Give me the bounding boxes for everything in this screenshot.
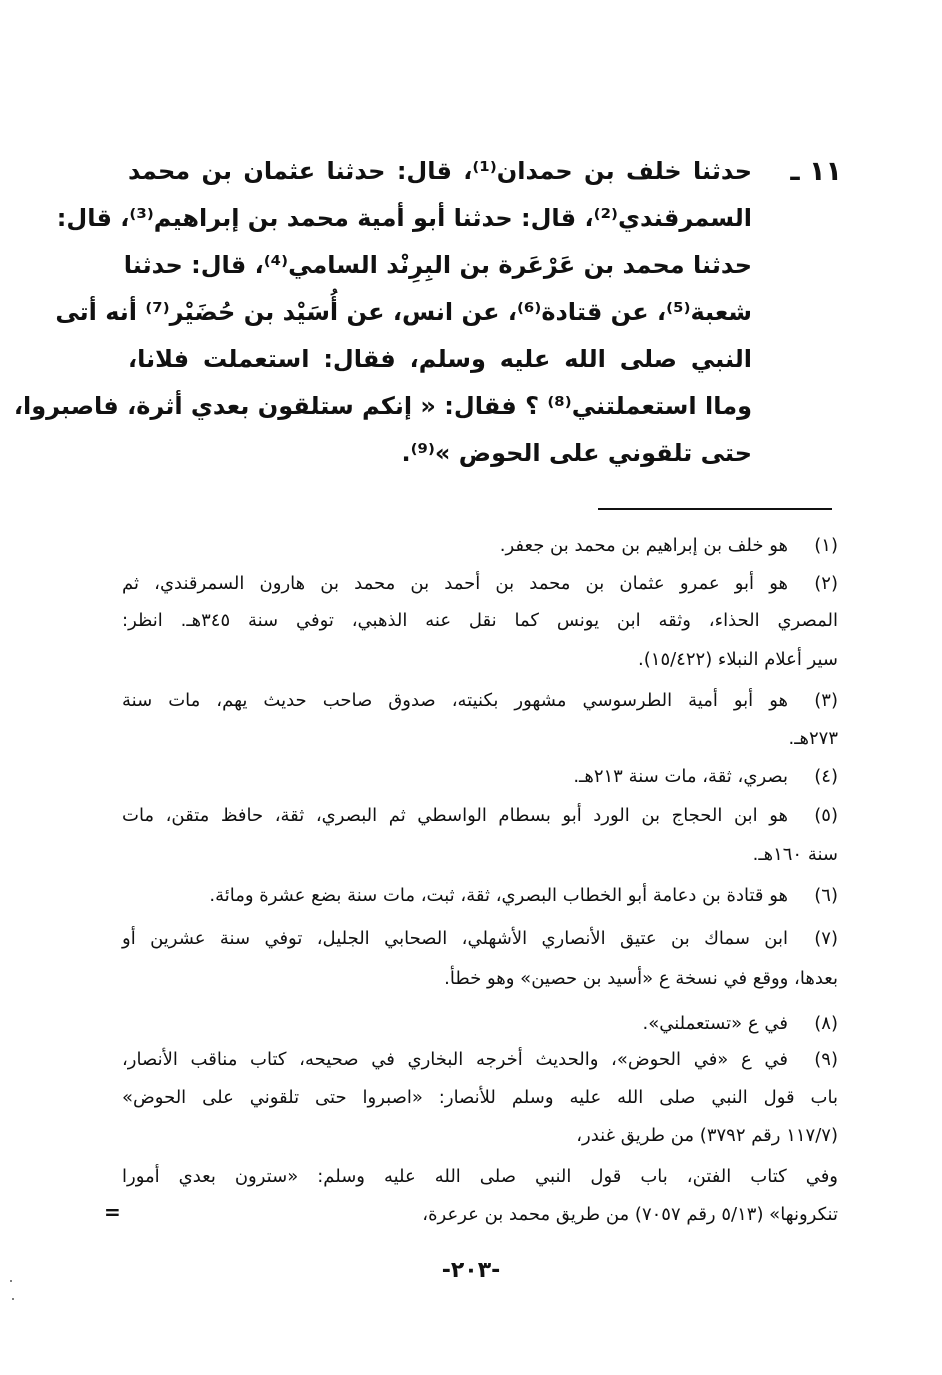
hadith-line: حدثنا محمد بن عَرْعَرة بن البِرِنْد السامي⁽⁴⁾، قال: حدثنا (123, 251, 752, 279)
hadith-line: حدثنا خلف بن حمدان⁽¹⁾، قال: حدثنا عثمان بن محمد (128, 157, 752, 185)
hadith-line: شعبة⁽⁵⁾، عن قتادة⁽⁶⁾، عن انس، عن أُسَيْد بن حُضَيْر⁽⁷⁾ أنه أتى (55, 298, 752, 326)
footnote-text: بصري، ثقة، مات سنة ٢١٣هـ. (573, 766, 788, 787)
footnote-2-line-2: المصري الحذاء، وثقه ابن يونس كما نقل عنه الذهبي، توفي سنة ٣٤٥هـ. انظر: (122, 610, 838, 631)
hadith-line: حتى تلقوني على الحوض »⁽⁹⁾. (401, 439, 752, 467)
footnote-text: هو أبو عمرو عثمان بن محمد بن أحمد بن محمد بن هارون السمرقندي، ثم (122, 573, 788, 594)
footnote-number: (١) (814, 535, 838, 556)
footnote-text: هو قتادة بن دعامة أبو الخطاب البصري، ثقة، ثبت، مات سنة بضع عشرة ومائة. (209, 885, 788, 906)
page-number: -٢٠٣- (441, 1258, 501, 1283)
footnote-2-line-3: سير أعلام النبلاء (١٥/٤٢٢). (638, 649, 838, 670)
footnote-7 (122, 923, 838, 955)
footnote-4 (122, 761, 838, 793)
footnote-6 (122, 880, 838, 912)
footnote-1 (122, 530, 838, 562)
footnote-9-line-2: باب قول النبي صلى الله عليه وسلم للأنصار: «اصبروا حتى تلقوني على الحوض» (122, 1087, 838, 1108)
scan-speck (10, 1280, 12, 1282)
hadith-line: السمرقندي⁽²⁾، قال: حدثنا أبو أمية محمد بن إبراهيم⁽³⁾، قال: (56, 204, 752, 232)
footnote-number: (٩) (814, 1049, 838, 1070)
footnote-separator (598, 508, 832, 510)
footnote-9-line-5: تنكرونها» (٥/١٣ رقم ٧٠٥٧) من طريق محمد بن عرعرة، (422, 1204, 838, 1225)
scan-speck (12, 1298, 14, 1300)
footnote-number: (٢) (814, 573, 838, 594)
footnote-number: (٤) (814, 766, 838, 787)
footnote-5-line-2: سنة ١٦٠هـ. (752, 844, 838, 865)
footnote-8 (122, 1008, 838, 1040)
footnote-number: (٣) (814, 690, 838, 711)
footnote-3-line-2: ٢٧٣هـ. (788, 728, 838, 749)
hadith-number: ١١ ـ (790, 156, 842, 187)
continuation-mark: = (104, 1200, 121, 1224)
footnote-text: في ع «في الحوض»، والحديث أخرجه البخاري في صحيحه، كتاب مناقب الأنصار، (122, 1049, 788, 1070)
footnote-3 (122, 685, 838, 717)
footnote-text: في ع «تستعملني». (642, 1013, 788, 1034)
footnote-5 (122, 800, 838, 832)
footnote-7-line-2: بعدها، ووقع في نسخة ع «أسيد بن حصين» وهو خطأ. (444, 968, 838, 989)
footnote-text: ابن سماك بن عتيق الأنصاري الأشهلي، الصحابي الجليل، توفي سنة عشرين أو (122, 928, 788, 949)
footnote-9 (122, 1044, 838, 1076)
footnote-9-line-3: (١١٧/٧ رقم ٣٧٩٢) من طريق غندر، (576, 1125, 838, 1146)
hadith-line: النبي صلى الله عليه وسلم، فقال: استعملت فلانا، (128, 345, 752, 373)
footnote-number: (٧) (814, 928, 838, 949)
footnote-text: هو ابن الحجاج بن الورد أبو بسطام الواسطي ثم البصري، ثقة، حافظ متقن، مات (122, 805, 788, 826)
footnote-text: هو خلف بن إبراهيم بن محمد بن جعفر. (499, 535, 788, 556)
hadith-line: وماا استعملتني⁽⁸⁾ ؟ فقال: « إنكم ستلقون بعدي أثرة، فاصبروا، (13, 392, 752, 420)
footnote-number: (٦) (814, 885, 838, 906)
footnote-2 (122, 568, 838, 600)
footnote-9-line-4: وفي كتاب الفتن، باب قول النبي صلى الله عليه وسلم: «سترون بعدي أمورا (122, 1166, 838, 1187)
footnote-text: هو أبو أمية الطرسوسي مشهور بكنيته، صدوق صاحب حديث يهم، مات سنة (122, 690, 788, 711)
footnote-number: (٨) (814, 1013, 838, 1034)
footnote-number: (٥) (814, 805, 838, 826)
